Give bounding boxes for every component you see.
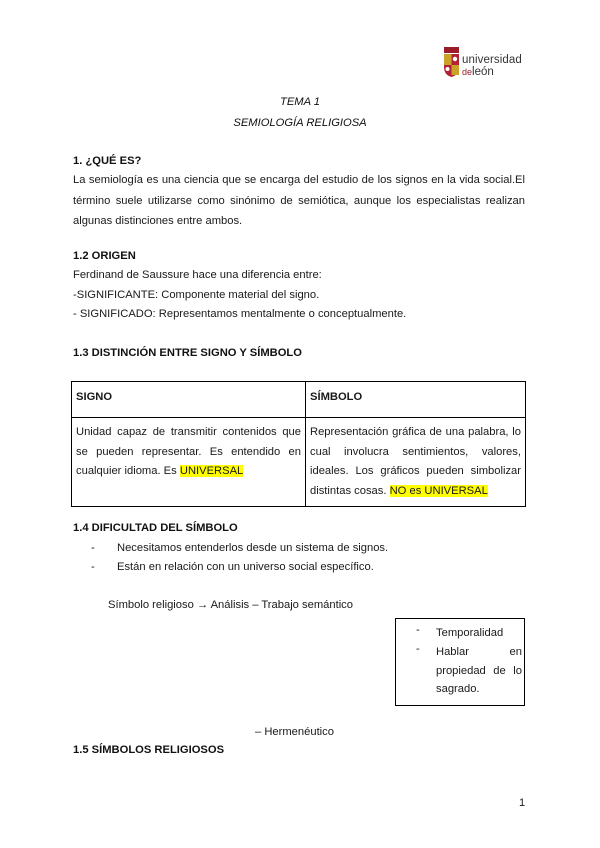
university-shield-icon (443, 47, 460, 77)
section-heading-simbolos-religiosos: 1.5 SÍMBOLOS RELIGIOSOS (73, 744, 225, 756)
list-item-text: Están en relación con un universo social específico. (117, 561, 374, 573)
bullet-dash: - (91, 561, 95, 573)
signo-definition: Unidad capaz de transmitir contenidos que se pueden representar. Es entendido en cualquier idioma. Es (76, 426, 301, 477)
origen-line-1: Ferdinand de Saussure hace una diferencia entre: (73, 269, 322, 281)
comparison-table (71, 381, 526, 507)
section-heading-distincion: 1.3 DISTINCIÓN ENTRE SIGNO Y SÍMBOLO (73, 347, 302, 359)
table-header-simbolo: SÍMBOLO (306, 382, 526, 418)
table-header-signo: SIGNO (72, 382, 306, 418)
table-cell-signo (72, 418, 306, 507)
box-item-text: Hablar en propiedad de lo sagrado. (436, 646, 522, 695)
table-cell-simbolo (306, 418, 526, 507)
hermeneutic-label: – Hermenéutico (255, 726, 334, 738)
logo-leon: león (472, 66, 494, 78)
page-number: 1 (519, 797, 526, 809)
table-header-row (72, 382, 526, 418)
section-heading-origen: 1.2 ORIGEN (73, 250, 136, 262)
section-body-que-es: La semiología es una ciencia que se encarga del estudio de los signos en la vida social.El término suele utilizarse como sinónimo de semiótica, aunque los especialistas realizan algunas distinciones entre ambos. (73, 174, 525, 227)
highlight-no-universal: NO es UNIVERSAL (389, 484, 488, 497)
bullet-dash: - (416, 624, 420, 636)
hermeneutic-box (395, 618, 525, 706)
bullet-dash: - (91, 542, 95, 554)
table-row (72, 418, 526, 507)
box-item-text: Temporalidad (436, 627, 504, 639)
logo-text-line1: universidad (462, 54, 522, 66)
document-title-line1: TEMA 1 (280, 96, 320, 108)
bullet-dash: - (416, 643, 420, 655)
section-heading-que-es: 1. ¿QUÉ ES? (73, 155, 142, 167)
highlight-universal: UNIVERSAL (179, 465, 244, 477)
section-heading-dificultad: 1.4 DIFICULTAD DEL SÍMBOLO (73, 522, 238, 534)
origen-line-3: - SIGNIFICADO: Representamos mentalmente o conceptualmente. (73, 308, 407, 320)
simbolo-definition: Representación gráfica de una palabra, lo cual involucra sentimientos, valores, ideales. Los gráficos pueden simbolizar distintas cosas. (310, 426, 521, 497)
list-item-text: Necesitamos entenderlos desde un sistema de signos. (117, 542, 389, 554)
origen-line-2: -SIGNIFICANTE: Componente material del signo. (73, 289, 320, 301)
document-title-line2: SEMIOLOGÍA RELIGIOSA (233, 117, 367, 129)
analysis-flow: Símbolo religioso → Análisis – Trabajo semántico (108, 599, 353, 611)
logo-de: de (462, 67, 473, 77)
logo-text-line2 (462, 66, 494, 78)
university-logo (443, 45, 533, 87)
